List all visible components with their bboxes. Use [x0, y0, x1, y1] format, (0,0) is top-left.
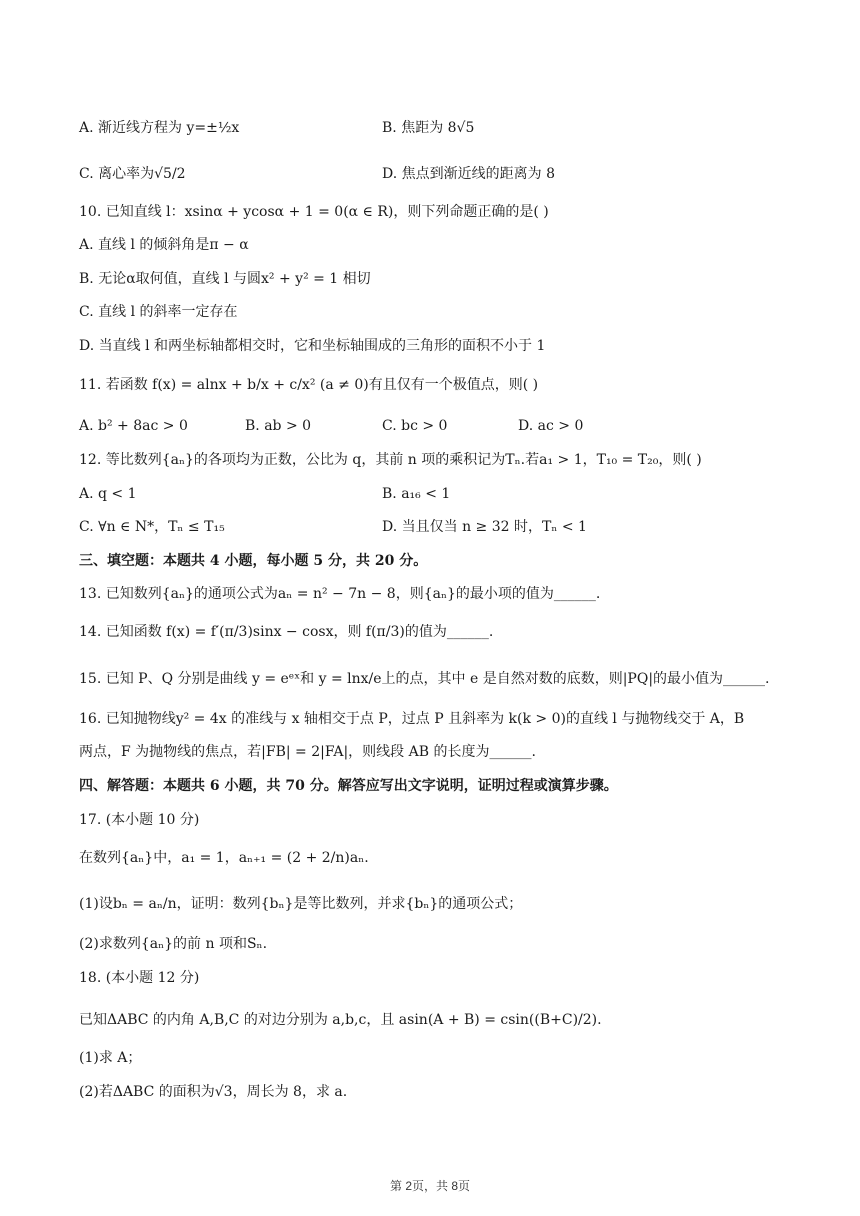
- q10-option-b: B. 无论α取何值，直线 l 与圆x² + y² = 1 相切: [79, 271, 371, 287]
- q11-option-b: B. ab > 0: [245, 418, 312, 434]
- q18-part-1: (1)求 A；: [79, 1050, 142, 1066]
- q18-stem: 已知ΔABC 的内角 A,B,C 的对边分别为 a,b,c，且 asin(A + B) = csin((B+C)/2).: [79, 1012, 602, 1028]
- q17-title: 17. (本小题 10 分): [79, 812, 200, 828]
- q10-option-a: A. 直线 l 的倾斜角是π − α: [79, 237, 249, 253]
- q12-option-d: D. 当且仅当 n ≥ 32 时，Tₙ < 1: [382, 519, 587, 535]
- q16-line-2: 两点，F 为抛物线的焦点，若|FB| = 2|FA|，则线段 AB 的长度为______.: [79, 744, 536, 760]
- q9-option-a: A. 渐近线方程为 y=±½x: [79, 120, 240, 136]
- q14: 14. 已知函数 f(x) = f′(π/3)sinx − cosx，则 f(π/3)的值为______.: [79, 624, 494, 640]
- q12-option-a: A. q < 1: [79, 486, 137, 502]
- q18-part-2: (2)若ΔABC 的面积为√3，周长为 8，求 a.: [79, 1084, 348, 1100]
- q17-part-2: (2)求数列{aₙ}的前 n 项和Sₙ.: [79, 936, 268, 952]
- q10-stem: 10. 已知直线 l：xsinα + ycosα + 1 = 0(α ∈ R)，则下列命题正确的是( ): [79, 204, 549, 220]
- q13: 13. 已知数列{aₙ}的通项公式为aₙ = n² − 7n − 8，则{aₙ}的最小项的值为______.: [79, 586, 601, 602]
- section-3-heading: 三、填空题：本题共 4 小题，每小题 5 分，共 20 分。: [79, 553, 428, 569]
- q18-title: 18. (本小题 12 分): [79, 970, 200, 986]
- q9-option-c: C. 离心率为√5/2: [79, 166, 186, 182]
- page-footer: 第 2页，共 8页: [389, 1179, 471, 1193]
- q12-option-b: B. a₁₆ < 1: [382, 486, 451, 502]
- q11-option-a: A. b² + 8ac > 0: [79, 418, 188, 434]
- q12-stem: 12. 等比数列{aₙ}的各项均为正数，公比为 q，其前 n 项的乘积记为Tₙ.若a₁ > 1，T₁₀ = T₂₀，则( ): [79, 452, 702, 468]
- q17-stem: 在数列{aₙ}中，a₁ = 1，aₙ₊₁ = (2 + 2/n)aₙ.: [79, 850, 369, 866]
- q17-part-1: (1)设bₙ = aₙ/n，证明：数列{bₙ}是等比数列，并求{bₙ}的通项公式；: [79, 896, 523, 912]
- q9-option-d: D. 焦点到渐近线的距离为 8: [382, 166, 555, 182]
- q10-option-d: D. 当直线 l 和两坐标轴都相交时，它和坐标轴围成的三角形的面积不小于 1: [79, 338, 546, 354]
- q12-option-c: C. ∀n ∈ N*，Tₙ ≤ T₁₅: [79, 519, 225, 535]
- q16-line-1: 16. 已知抛物线y² = 4x 的准线与 x 轴相交于点 P，过点 P 且斜率为 k(k > 0)的直线 l 与抛物线交于 A，B: [79, 711, 745, 727]
- q11-stem: 11. 若函数 f(x) = alnx + b/x + c/x² (a ≠ 0)有且仅有一个极值点，则( ): [79, 377, 539, 393]
- q11-option-c: C. bc > 0: [382, 418, 448, 434]
- q15: 15. 已知 P、Q 分别是曲线 y = eᵉˣ和 y = lnx/e上的点，其中 e 是自然对数的底数，则|PQ|的最小值为______.: [79, 671, 770, 687]
- q10-option-c: C. 直线 l 的斜率一定存在: [79, 304, 238, 320]
- q11-option-d: D. ac > 0: [518, 418, 584, 434]
- q9-option-b: B. 焦距为 8√5: [382, 120, 475, 136]
- section-4-heading: 四、解答题：本题共 6 小题，共 70 分。解答应写出文字说明，证明过程或演算步骤。: [79, 778, 618, 794]
